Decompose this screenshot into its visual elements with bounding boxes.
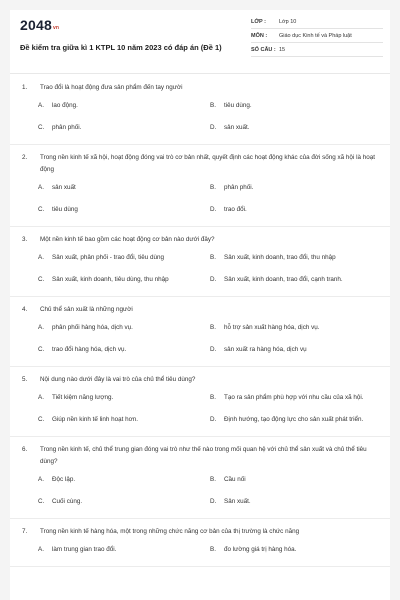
question-text (10, 374, 390, 386)
question-separator (10, 366, 390, 367)
answer-option[interactable] (210, 100, 390, 122)
option-letter: D. (210, 498, 217, 505)
question-text (10, 234, 390, 246)
answer-option[interactable] (38, 182, 210, 204)
answer-option[interactable] (38, 392, 210, 414)
option-text: Sản xuất, kinh doanh, tiêu dùng, thu nhập (52, 276, 169, 283)
option-letter: C. (38, 416, 45, 423)
question-separator (10, 226, 390, 227)
option-letter: D. (210, 206, 217, 213)
option-letter: A. (38, 254, 44, 261)
answer-option[interactable] (38, 252, 210, 274)
question-text (10, 152, 390, 176)
answer-option[interactable] (38, 204, 210, 226)
option-text: Tiết kiệm năng lượng. (52, 394, 114, 401)
answer-options (10, 474, 390, 518)
question-separator (10, 436, 390, 437)
option-text: phân phối hàng hóa, dịch vụ. (52, 324, 133, 331)
question-item (10, 304, 390, 367)
option-text: Sản xuất, kinh doanh, trao đổi, thu nhập (224, 254, 336, 261)
question-stem: Trong nền kinh tế hàng hóa, một trong những chức năng cơ bản của thị trường là chức năng (40, 528, 300, 535)
question-item (10, 234, 390, 297)
option-letter: A. (38, 546, 44, 553)
option-letter: D. (210, 124, 217, 131)
answer-option[interactable] (38, 100, 210, 122)
answer-option[interactable] (38, 122, 210, 144)
question-number: 7. (22, 528, 28, 535)
answer-option[interactable] (38, 496, 210, 518)
option-letter: D. (210, 346, 217, 353)
answer-options (10, 544, 390, 566)
option-text: Tạo ra sản phẩm phù hợp với nhu cầu của xã hội. (224, 394, 364, 401)
question-list (10, 82, 390, 574)
option-letter: B. (210, 394, 216, 401)
option-text: Định hướng, tạo động lực cho sản xuất phát triển. (224, 416, 364, 423)
option-letter: C. (38, 498, 45, 505)
answer-option[interactable] (38, 474, 210, 496)
option-letter: A. (38, 102, 44, 109)
answer-options (10, 322, 390, 366)
question-separator (10, 518, 390, 519)
meta-row-subject: MÔN : Giáo dục Kinh tế và Pháp luật (251, 29, 383, 43)
option-text: đo lường giá trị hàng hóa. (224, 546, 297, 553)
answer-option[interactable] (210, 182, 390, 204)
question-number: 6. (22, 446, 28, 453)
option-letter: D. (210, 416, 217, 423)
answer-option[interactable] (210, 344, 390, 366)
meta-row-question-count: SỐ CÂU : 15 (251, 43, 383, 57)
option-text: phân phối. (52, 124, 82, 131)
question-text (10, 526, 390, 538)
option-text: sản xuất ra hàng hóa, dịch vụ (224, 346, 307, 353)
question-text (10, 444, 390, 468)
question-number: 1. (22, 84, 28, 91)
option-letter: C. (38, 206, 45, 213)
question-number: 5. (22, 376, 28, 383)
question-number: 2. (22, 154, 28, 161)
answer-option[interactable] (210, 322, 390, 344)
question-item (10, 82, 390, 145)
question-stem: Chủ thể sản xuất là những người (40, 306, 133, 313)
question-text (10, 304, 390, 316)
option-text: Sản xuất. (224, 498, 251, 505)
question-separator (10, 296, 390, 297)
answer-options (10, 392, 390, 436)
option-text: phân phối. (224, 184, 254, 191)
question-number: 4. (22, 306, 28, 313)
option-letter: A. (38, 476, 44, 483)
option-letter: C. (38, 276, 45, 283)
question-stem: Trong nền kinh tế, chủ thể trung gian đóng vai trò như thế nào trong mối quan hệ với chủ thể sản xuất và chủ thể tiêu dùng? (40, 446, 367, 465)
option-text: sản xuất. (224, 124, 250, 131)
option-text: trao đổi. (224, 206, 247, 213)
question-item (10, 152, 390, 227)
option-letter: D. (210, 276, 217, 283)
answer-options (10, 182, 390, 226)
question-item (10, 374, 390, 437)
option-letter: B. (210, 254, 216, 261)
question-stem: Trao đổi là hoạt động đưa sản phẩm đến tay người (40, 84, 183, 91)
option-text: tiêu dùng. (224, 102, 252, 109)
question-separator (10, 144, 390, 145)
answer-option[interactable] (38, 344, 210, 366)
page-title: Đề kiểm tra giữa kì 1 KTPL 10 năm 2023 có đáp án (Đề 1) (20, 43, 222, 52)
answer-option[interactable] (38, 544, 210, 566)
option-letter: C. (38, 346, 45, 353)
option-text: tiêu dùng (52, 206, 78, 213)
option-text: lao động. (52, 102, 78, 109)
meta-row-class: LỚP : Lớp 10 (251, 15, 383, 29)
question-stem: Trong nền kinh tế xã hội, hoạt động đóng vai trò cơ bản nhất, quyết định các hoạt động khác của đời sống xã hội là hoạt động (40, 154, 375, 173)
answer-option[interactable] (210, 414, 390, 436)
question-number: 3. (22, 236, 28, 243)
answer-option[interactable] (210, 496, 390, 518)
option-text: hỗ trợ sản xuất hàng hóa, dịch vụ. (224, 324, 320, 331)
option-letter: B. (210, 546, 216, 553)
option-letter: B. (210, 324, 216, 331)
document-header (10, 10, 390, 68)
header-divider (10, 73, 390, 74)
answer-option[interactable] (38, 322, 210, 344)
question-stem: Nội dung nào dưới đây là vai trò của chủ thể tiêu dùng? (40, 376, 196, 383)
option-text: Sản xuất, kinh doanh, trao đổi, cạnh tranh. (224, 276, 343, 283)
answer-option[interactable] (38, 414, 210, 436)
option-text: Cuối cùng. (52, 498, 83, 505)
answer-options (10, 252, 390, 296)
answer-option[interactable] (210, 122, 390, 144)
option-text: làm trung gian trao đổi. (52, 546, 117, 553)
answer-option[interactable] (38, 274, 210, 296)
option-text: Sản xuất, phân phối - trao đổi, tiêu dùng (52, 254, 165, 261)
answer-options (10, 100, 390, 144)
question-item (10, 526, 390, 567)
answer-option[interactable] (210, 274, 390, 296)
option-letter: B. (210, 476, 216, 483)
site-logo[interactable]: $2048^{vn}$ (20, 17, 60, 33)
option-letter: A. (38, 324, 44, 331)
option-text: sản xuất (52, 184, 76, 191)
option-text: Giúp nền kinh tế linh hoạt hơn. (52, 416, 139, 423)
option-letter: A. (38, 394, 44, 401)
exam-meta-table (251, 15, 383, 57)
option-letter: B. (210, 102, 216, 109)
question-item (10, 444, 390, 519)
answer-option[interactable] (210, 474, 390, 496)
answer-option[interactable] (210, 252, 390, 274)
option-letter: A. (38, 184, 44, 191)
option-letter: B. (210, 184, 216, 191)
option-letter: C. (38, 124, 45, 131)
question-separator (10, 566, 390, 567)
answer-option[interactable] (210, 544, 390, 566)
option-text: Độc lập. (52, 476, 76, 483)
option-text: trao đổi hàng hóa, dịch vụ. (52, 346, 127, 353)
answer-option[interactable] (210, 204, 390, 226)
question-stem: Một nền kinh tế bao gồm các hoạt động cơ bản nào dưới đây? (40, 236, 215, 243)
document-page (10, 10, 390, 600)
answer-option[interactable] (210, 392, 390, 414)
option-text: Cầu nối (224, 476, 246, 483)
question-text (10, 82, 390, 94)
